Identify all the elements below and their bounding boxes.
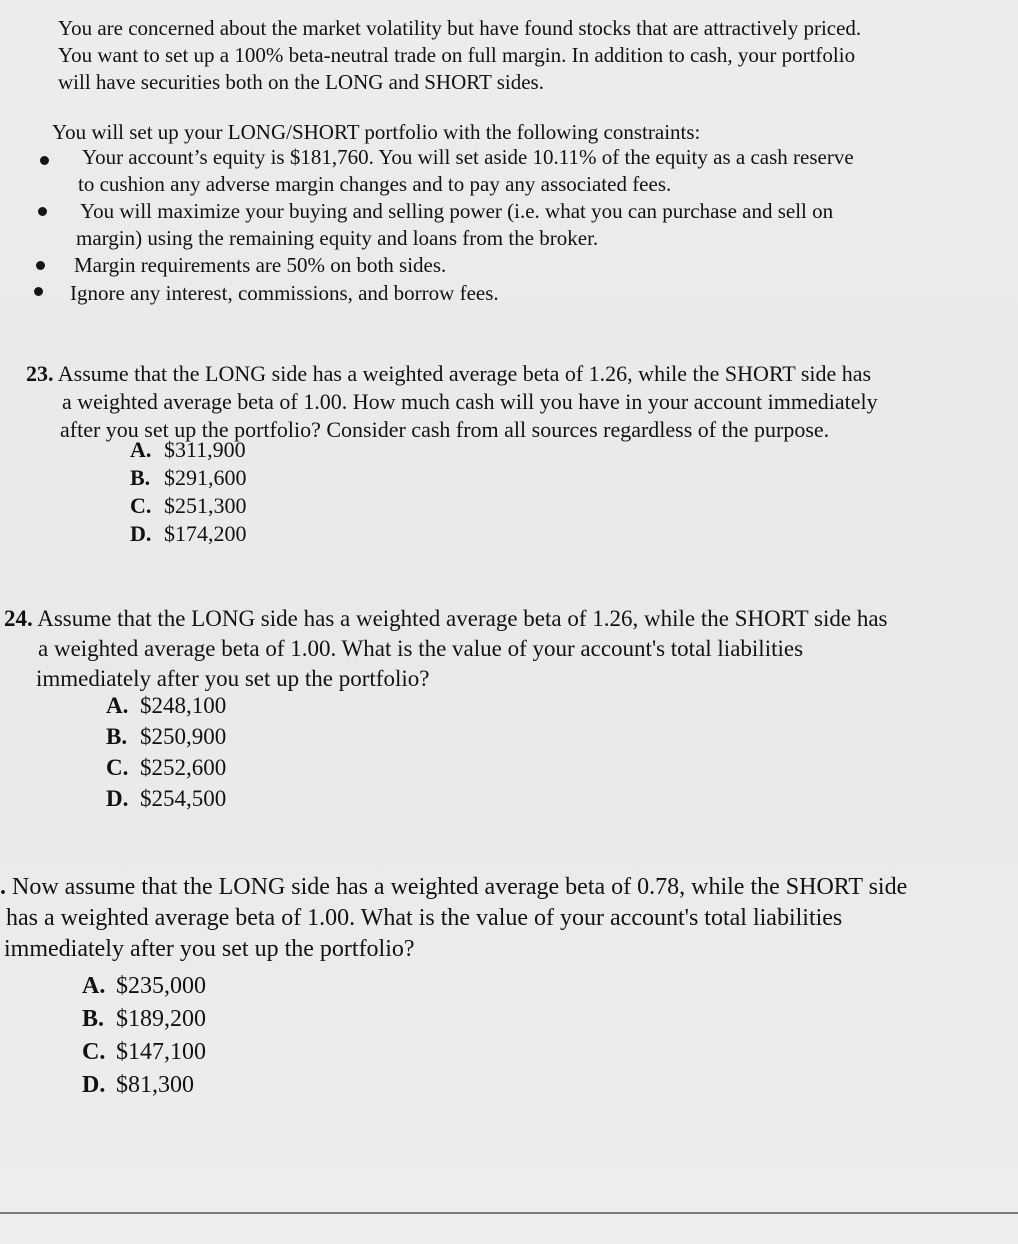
choice-value: $248,100 [140,693,227,718]
choice-letter: A. [82,973,106,999]
intro-line: You are concerned about the market volatility but have found stocks that are attractively priced. [58,16,862,40]
page-bottom-rule [0,1212,1018,1214]
choice-value: $252,600 [140,755,227,780]
choice-value: $291,600 [164,465,247,490]
answer-choices-23 [130,436,247,548]
question-line [4,604,888,634]
constraint-item [70,280,499,307]
answer-choice[interactable] [106,721,226,752]
constraint-line: You will maximize your buying and selling power (i.e. what you can purchase and sell on [80,199,834,223]
answer-choice[interactable] [82,970,206,1003]
constraint-item [76,198,834,252]
constraints-heading: You will set up your LONG/SHORT portfolio with the following constraints: [52,120,701,144]
choice-value: $250,900 [140,724,227,749]
choice-letter: D. [106,786,129,811]
constraint-item [74,252,446,279]
question-text: Assume that the LONG side has a weighted average beta of 1.26, while the SHORT side has [57,361,872,386]
bullet-icon [36,261,45,270]
question-line: a weighted average beta of 1.00. What is the value of your account's total liabilities [38,636,804,661]
question-text: Assume that the LONG side has a weighted average beta of 1.26, while the SHORT side has [37,606,888,631]
question-number: 24. [4,606,33,631]
constraint-line: Ignore any interest, commissions, and borrow fees. [70,281,499,305]
answer-choice[interactable] [106,752,226,783]
answer-choice[interactable] [130,492,247,520]
choice-value: $174,200 [164,521,247,546]
question-line: a weighted average beta of 1.00. How much cash will you have in your account immediately [62,389,878,414]
question-number: 23. [26,361,54,386]
constraint-item [78,144,854,198]
choice-value: $235,000 [116,973,206,999]
question-number: . [0,874,6,900]
question-text: Now assume that the LONG side has a weighted average beta of 0.78, while the SHORT side [12,874,908,900]
question-24 [4,604,888,694]
answer-choice[interactable] [82,1069,206,1102]
question-line: immediately after you set up the portfolio? [4,936,415,962]
intro-line: will have securities both on the LONG and SHORT sides. [58,70,544,94]
bullet-icon [38,207,47,216]
bullet-icon [40,156,49,165]
choice-value: $254,500 [140,786,227,811]
choice-letter: B. [82,1006,105,1032]
choice-letter: D. [82,1072,106,1098]
answer-choice[interactable] [106,783,226,814]
constraint-line: margin) using the remaining equity and loans from the broker. [76,226,599,250]
choice-value: $81,300 [116,1072,194,1098]
question-25 [0,872,907,965]
intro-line: You want to set up a 100% beta-neutral trade on full margin. In addition to cash, your portfolio [58,43,856,67]
choice-letter: B. [106,724,128,749]
intro-paragraph [58,15,861,96]
choice-value: $189,200 [116,1006,206,1032]
choice-value: $147,100 [116,1039,206,1065]
answer-choice[interactable] [82,1003,206,1036]
question-line: immediately after you set up the portfolio? [36,666,430,691]
choice-value: $251,300 [164,493,247,518]
answer-choice[interactable] [130,436,247,464]
constraint-line: to cushion any adverse margin changes and to pay any associated fees. [78,172,672,196]
answer-choice[interactable] [130,464,247,492]
question-line: has a weighted average beta of 1.00. What is the value of your account's total liabilities [6,905,843,931]
question-line [26,360,878,388]
choice-letter: D. [130,521,152,546]
answer-choices-24 [106,690,226,814]
answer-choice[interactable] [106,690,226,721]
choice-letter: C. [82,1039,106,1065]
bullet-icon [34,287,43,296]
choice-letter: A. [106,693,129,718]
constraint-line: Your account’s equity is $181,760. You will set aside 10.11% of the equity as a cash reserve [82,145,854,169]
choice-letter: C. [130,493,152,518]
answer-choice[interactable] [82,1036,206,1069]
choice-letter: B. [130,465,151,490]
answer-choices-25 [82,970,206,1102]
choice-letter: C. [106,755,129,780]
question-line: after you set up the portfolio? Consider cash from all sources regardless of the purpose. [60,417,830,442]
choice-letter: A. [130,437,152,462]
answer-choice[interactable] [130,520,247,548]
constraint-line: Margin requirements are 50% on both sides. [74,253,447,277]
choice-value: $311,900 [164,437,246,462]
question-line [0,872,907,903]
question-23 [26,360,878,444]
